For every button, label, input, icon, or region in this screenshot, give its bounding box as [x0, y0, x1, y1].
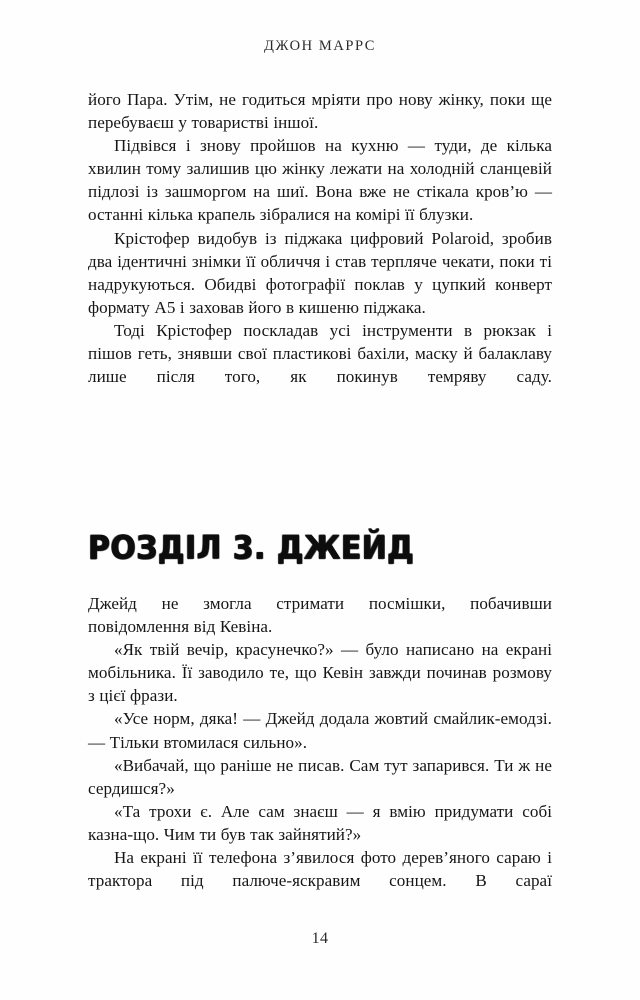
- body-text-block-upper: [88, 88, 552, 388]
- chapter-title: РОЗДІЛ 3. ДЖЕЙД: [88, 529, 415, 568]
- paragraph: Джейд не змогла стримати посмішки, побачивши повідомлення від Кевіна.: [88, 594, 552, 637]
- running-header: ДЖОН МАРРС: [264, 38, 376, 54]
- paragraph: «Вибачай, що раніше не писав. Сам тут запарився. Ти ж не сердишся?»: [88, 755, 552, 798]
- body-text-block-lower: [88, 592, 552, 892]
- paragraph: На екрані її телефона з’явилося фото дерев’яного сараю і трактора під палюче-яскравим сонцем. В сараї: [88, 848, 552, 891]
- paragraph: Підвівся і знову пройшов на кухню — туди, де кілька хвилин тому залишив цю жінку лежати на холодній сланцевій підлозі із зашморгом на шиї. Вона вже не стікала кров’ю — останні кілька крапель зібралися на комірі її блузки.: [88, 136, 552, 225]
- paragraph: Тоді Крістофер поскладав усі інструменти в рюкзак і пішов геть, знявши свої пластикові бахіли, маску й балаклаву лише після того, як покинув темряву саду.: [88, 320, 552, 387]
- paragraph: «Усе норм, дяка! — Джейд додала жовтий смайлик-емодзі. — Тільки втомилася сильно».: [88, 709, 552, 752]
- paragraph: «Та трохи є. Але сам знаєш — я вмію придумати собі казна-що. Чим ти був так зайнятий?»: [88, 801, 552, 844]
- page-number: 14: [311, 930, 329, 947]
- chapter-heading-block: [88, 529, 552, 568]
- paragraph: його Пара. Утім, не годиться мріяти про нову жінку, поки ще перебуваєш у товаристві іншої.: [88, 90, 552, 133]
- paragraph: «Як твій вечір, красунечко?» — було написано на екрані мобільника. Її заводило те, що Кевін завжди починав розмову з цієї фрази.: [88, 640, 552, 706]
- paragraph: Крістофер видобув із піджака цифровий Polaroid, зробив два ідентичні знімки її обличчя і став терпляче чекати, поки ті надрукуються. Обидві фотографії поклав у цупкий конверт формату А5 і заховав його в кишеню піджака.: [88, 228, 552, 317]
